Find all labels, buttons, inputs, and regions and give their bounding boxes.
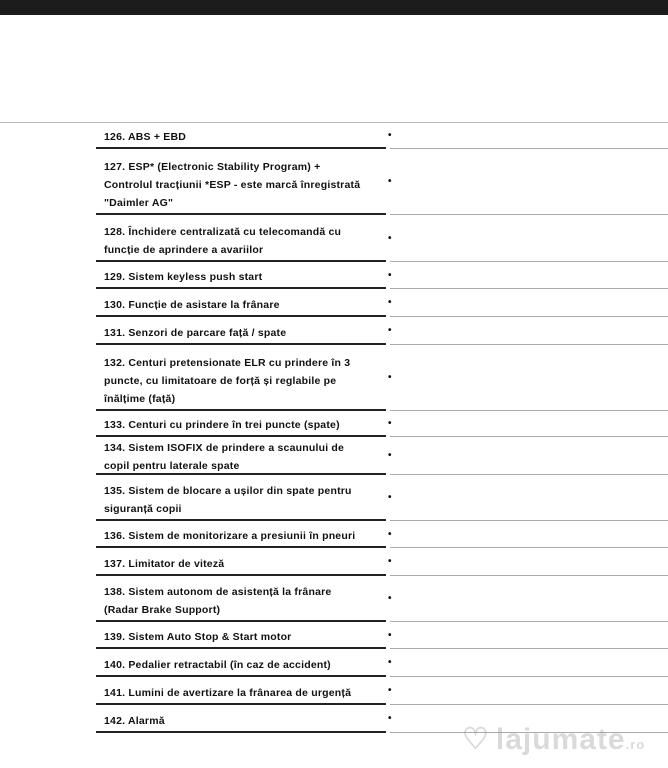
feature-bullet: • (388, 529, 392, 540)
feature-bullet: • (388, 593, 392, 604)
feature-row (0, 345, 668, 411)
features-table (0, 122, 668, 733)
feature-text: 137. Limitator de viteză (104, 558, 225, 570)
feature-text: 127. ESP* (Electronic Stability Program) + Controlul tracțiunii *ESP - este marcă înregistrată "Daimler AG" (104, 161, 361, 209)
feature-bullet: • (388, 418, 392, 429)
watermark-tld: .ro (625, 737, 646, 752)
feature-row (0, 548, 668, 576)
feature-bullet: • (388, 270, 392, 281)
feature-bullet: • (388, 713, 392, 724)
feature-row (0, 123, 668, 149)
feature-row (0, 521, 668, 548)
feature-text: 138. Sistem autonom de asistență la frânare (Radar Brake Support) (104, 586, 332, 616)
feature-text: 126. ABS + EBD (104, 131, 187, 143)
feature-text: 139. Sistem Auto Stop & Start motor (104, 631, 292, 643)
feature-text: 141. Lumini de avertizare la frânarea de urgență (104, 687, 352, 699)
feature-bullet: • (388, 450, 392, 461)
feature-row (0, 262, 668, 289)
feature-bullet: • (388, 657, 392, 668)
watermark-brand: lajumate (495, 723, 626, 756)
feature-text: 142. Alarmă (104, 715, 165, 727)
feature-bullet: • (388, 297, 392, 308)
feature-row (0, 576, 668, 622)
feature-bullet: • (388, 325, 392, 336)
row-divider (96, 731, 386, 733)
feature-text: 135. Sistem de blocare a ușilor din spate pentru siguranță copii (104, 485, 352, 515)
feature-text: 128. Închidere centralizată cu telecomandă cu funcție de aprindere a avariilor (104, 226, 342, 256)
feature-bullet: • (388, 233, 392, 244)
feature-text: 132. Centuri pretensionate ELR cu prindere în 3 puncte, cu limitatoare de forță și reglabile pe înălțime (față) (104, 357, 351, 405)
feature-bullet: • (388, 685, 392, 696)
feature-text: 129. Sistem keyless push start (104, 271, 263, 283)
feature-row (0, 289, 668, 317)
feature-bullet: • (388, 492, 392, 503)
feature-row (0, 317, 668, 345)
feature-row (0, 475, 668, 521)
feature-bullet: • (388, 130, 392, 141)
feature-row (0, 215, 668, 262)
feature-row (0, 677, 668, 705)
feature-row (0, 149, 668, 215)
feature-bullet: • (388, 176, 392, 187)
top-bar (0, 0, 668, 15)
feature-row (0, 649, 668, 677)
feature-text: 131. Senzori de parcare față / spate (104, 327, 287, 339)
feature-bullet: • (388, 372, 392, 383)
feature-bullet: • (388, 556, 392, 567)
feature-text: 133. Centuri cu prindere în trei puncte (spate) (104, 419, 340, 431)
feature-text: 130. Funcție de asistare la frânare (104, 299, 280, 311)
feature-row (0, 411, 668, 437)
feature-text: 136. Sistem de monitorizare a presiunii în pneuri (104, 530, 356, 542)
watermark-logo (462, 722, 645, 757)
feature-bullet: • (388, 630, 392, 641)
feature-row (0, 622, 668, 649)
feature-text: 140. Pedalier retractabil (în caz de accident) (104, 659, 331, 671)
heart-icon: ♡ (462, 723, 490, 756)
feature-text: 134. Sistem ISOFIX de prindere a scaunului de copil pentru laterale spate (104, 442, 345, 472)
feature-row (0, 437, 668, 475)
